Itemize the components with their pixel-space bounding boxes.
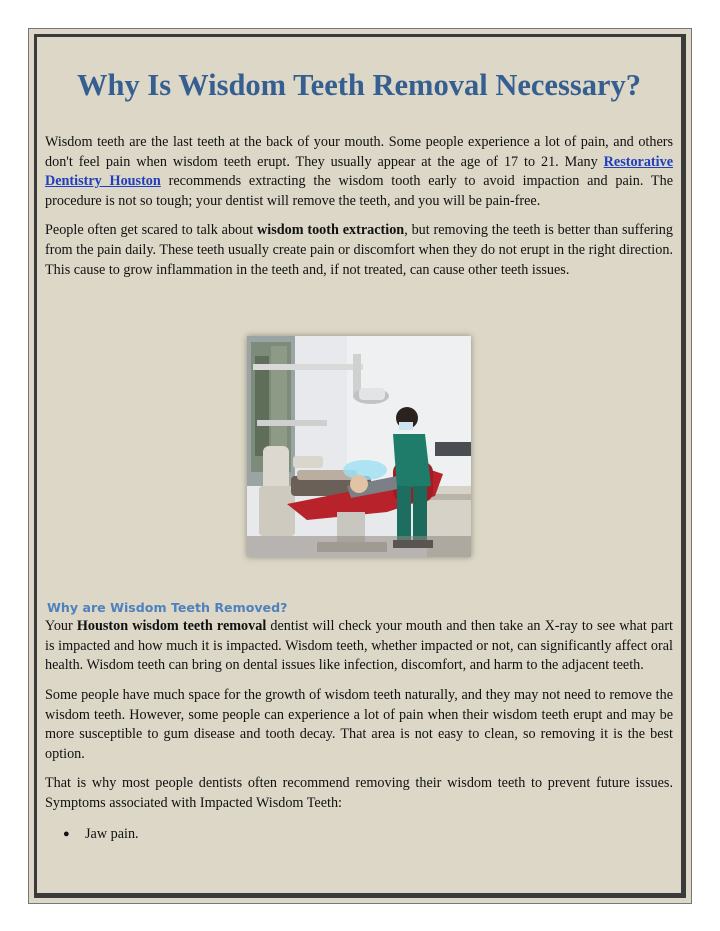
extraction-text-start: People often get scared to talk about bbox=[45, 222, 258, 239]
dental-clinic-photo bbox=[247, 336, 471, 557]
houston-keyword: Houston wisdom teeth removal bbox=[76, 618, 267, 635]
intro-paragraph bbox=[45, 133, 673, 211]
extraction-paragraph bbox=[45, 221, 673, 280]
extraction-keyword: wisdom tooth extraction bbox=[257, 222, 405, 239]
page-title: Why Is Wisdom Teeth Removal Necessary? bbox=[77, 68, 641, 102]
extraction-text-end: , but removing the teeth is better than suffering from the pain daily. These teeth usually create pain or discomfort when they do not erupt in the right direction. This cause to grow inflammation in the teeth and, if not treated, can cause other teeth issues. bbox=[45, 222, 673, 278]
houston-text-start: Your bbox=[45, 618, 77, 635]
document-page bbox=[28, 28, 692, 904]
houston-removal-paragraph bbox=[45, 617, 673, 676]
restorative-dentistry-link[interactable]: Restorative Dentistry Houston bbox=[45, 153, 673, 190]
houston-text-end: dentist will check your mouth and then take an X-ray to see what part is impacted and how much it is impacted. Wisdom teeth, whether impacted or not, can significantly affect oral health. Wisdom teeth can bring on dental issues like infection, discomfort, and harm to the adjacent teeth. bbox=[45, 618, 673, 674]
list-item bbox=[63, 824, 673, 844]
dental-clinic-photo-icon bbox=[247, 336, 471, 557]
section-heading: Why are Wisdom Teeth Removed? bbox=[47, 600, 288, 616]
bullet-icon: ● bbox=[63, 827, 70, 840]
space-growth-paragraph: Some people have much space for the growth of wisdom teeth naturally, and they may not need to remove the wisdom teeth. However, some people can experience a lot of pain when their wisdom teeth erupt and may be more susceptible to gum disease and tooth decay. That area is not easy to clean, so removing it is the best option. bbox=[45, 686, 673, 762]
list-item-text: Jaw pain. bbox=[85, 825, 139, 842]
symptom-list bbox=[45, 824, 673, 844]
intro-text-before-link: Wisdom teeth are the last teeth at the back of your mouth. Some people experience a lot of pain, and others don't feel pain when wisdom teeth erupt. They usually appear at the age of 17 to 21. Many bbox=[45, 134, 673, 170]
page-border-frame bbox=[34, 34, 686, 898]
recommendation-paragraph: That is why most people dentists often recommend removing their wisdom teeth to prevent future issues. Symptoms associated with Impacted Wisdom Teeth: bbox=[45, 775, 673, 811]
intro-text-after-link: recommends extracting the wisdom tooth early to avoid impaction and pain. The procedure is not so tough; your dentist will remove the teeth, and you will be pain-free. bbox=[45, 173, 673, 209]
